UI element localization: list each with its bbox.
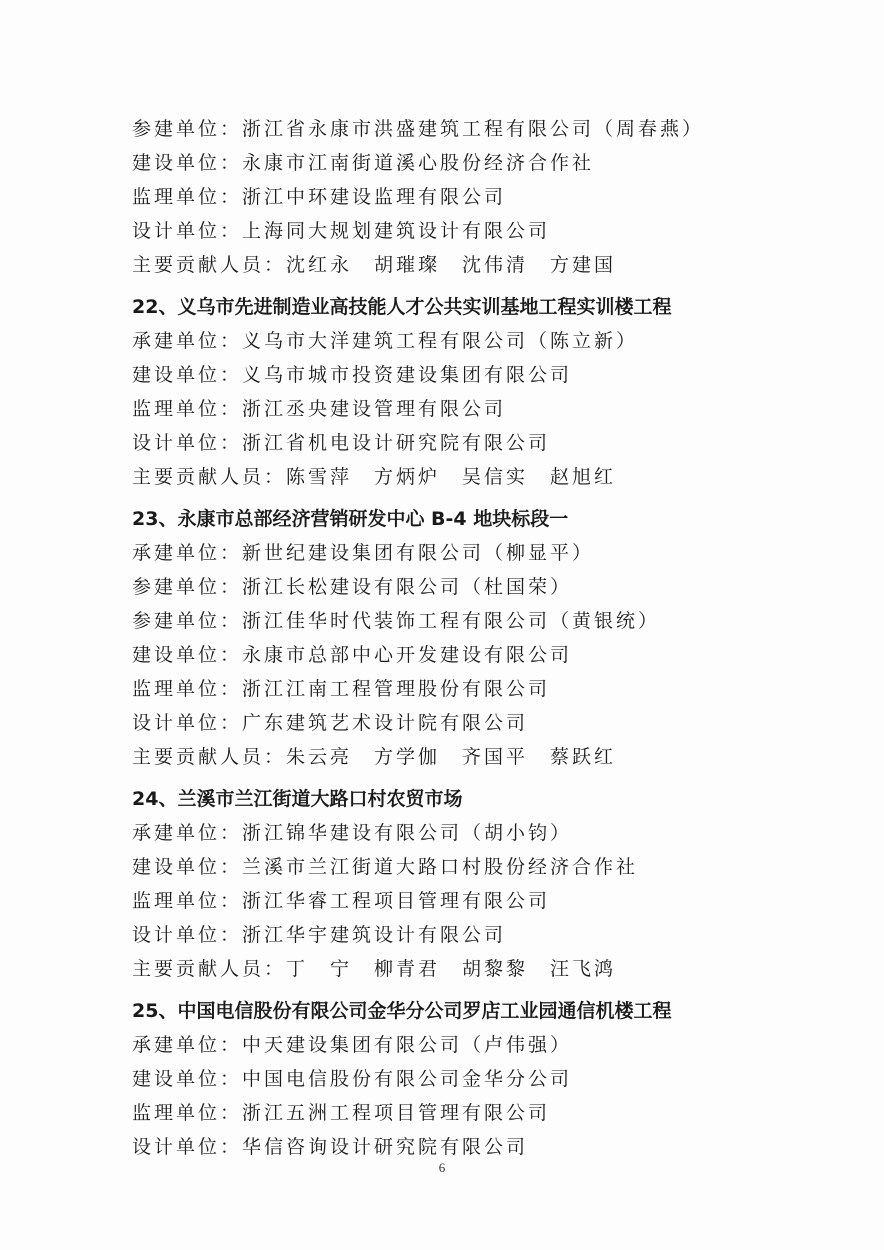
body-line: 承建单位：中天建设集团有限公司（卢伟强）: [132, 1034, 573, 1056]
body-line: 监理单位：浙江中环建设监理有限公司: [132, 186, 507, 208]
section-heading: 23、永康市总部经济营销研发中心 B-4 地块标段一: [132, 508, 569, 530]
body-line: 监理单位：浙江江南工程管理股份有限公司: [132, 678, 551, 700]
body-line: 监理单位：浙江五洲工程项目管理有限公司: [132, 1102, 551, 1124]
section-25: [132, 994, 792, 1164]
body-line: 设计单位：广东建筑艺术设计院有限公司: [132, 712, 529, 734]
body-line: 设计单位：华信咨询设计研究院有限公司: [132, 1136, 529, 1158]
body-line: 参建单位：浙江长松建设有限公司（杜国荣）: [132, 576, 573, 598]
body-line: 主要贡献人员：陈雪萍 方炳炉 吴信实 赵旭红: [132, 466, 617, 488]
section-heading: 24、兰溪市兰江街道大路口村农贸市场: [132, 788, 463, 810]
body-line: 建设单位：永康市江南街道溪心股份经济合作社: [132, 152, 595, 174]
document-body: [132, 112, 792, 1164]
section-24: [132, 782, 792, 986]
section-23: [132, 502, 792, 774]
body-line: 参建单位：浙江佳华时代装饰工程有限公司（黄银统）: [132, 610, 661, 632]
page-number: 6: [438, 1160, 446, 1175]
body-line: 建设单位：永康市总部中心开发建设有限公司: [132, 644, 573, 666]
body-line: 承建单位：新世纪建设集团有限公司（柳显平）: [132, 542, 595, 564]
body-line: 主要贡献人员：沈红永 胡璀璨 沈伟清 方建国: [132, 254, 617, 276]
body-line: 建设单位：义乌市城市投资建设集团有限公司: [132, 364, 573, 386]
body-line: 监理单位：浙江丞央建设管理有限公司: [132, 398, 507, 420]
body-line: 设计单位：浙江华宇建筑设计有限公司: [132, 924, 507, 946]
section-heading: 22、义乌市先进制造业高技能人才公共实训基地工程实训楼工程: [132, 296, 672, 318]
body-line: 主要贡献人员：朱云亮 方学伽 齐国平 蔡跃红: [132, 746, 617, 768]
section-22: [132, 290, 792, 494]
section-continued: [132, 112, 792, 282]
body-line: 承建单位：浙江锦华建设有限公司（胡小钧）: [132, 822, 573, 844]
body-line: 建设单位：兰溪市兰江街道大路口村股份经济合作社: [132, 856, 639, 878]
body-line: 建设单位：中国电信股份有限公司金华分公司: [132, 1068, 573, 1090]
body-line: 承建单位：义乌市大洋建筑工程有限公司（陈立新）: [132, 330, 639, 352]
body-line: 监理单位：浙江华睿工程项目管理有限公司: [132, 890, 551, 912]
section-heading: 25、中国电信股份有限公司金华分公司罗店工业园通信机楼工程: [132, 1000, 672, 1022]
body-line: 设计单位：浙江省机电设计研究院有限公司: [132, 432, 551, 454]
body-line: 设计单位：上海同大规划建筑设计有限公司: [132, 220, 551, 242]
body-line: 主要贡献人员：丁 宁 柳青君 胡黎黎 汪飞鸿: [132, 958, 617, 980]
body-line: 参建单位：浙江省永康市洪盛建筑工程有限公司（周春燕）: [132, 118, 705, 140]
